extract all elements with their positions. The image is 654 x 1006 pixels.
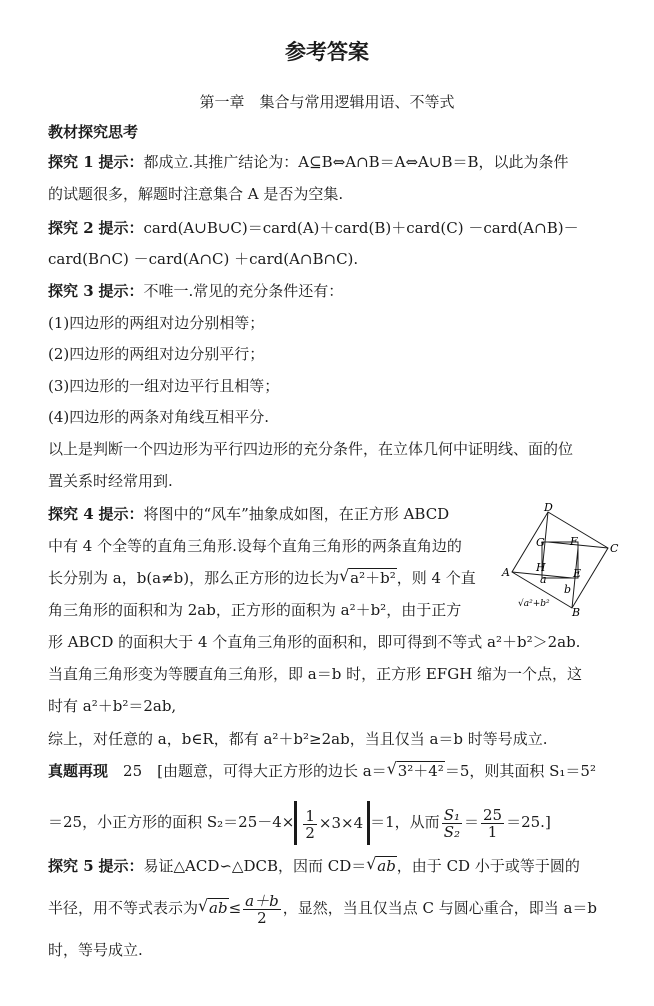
- tj2-hint: 提示：: [98, 219, 144, 237]
- tj3-intro: 不唯一.常见的充分条件还有：: [143, 282, 344, 300]
- tj3-item-2: (2)四边形的两组对边分别平行；: [48, 345, 265, 363]
- zhenti-text2mid: ×3×4: [318, 814, 364, 832]
- tj3-concl2: 置关系时经常用到.: [48, 472, 173, 490]
- zhenti-line1: [48, 761, 596, 781]
- tj5-radicand1: ab: [377, 857, 396, 875]
- tj5-text1a: 易证△ACD∽△DCB，因而 CD＝: [143, 857, 367, 875]
- tj1-text1: 都成立.其推广结论为：A⊆B⇔A∩B＝A⇔A∪B＝B，以此为条件: [143, 153, 569, 171]
- tj2-text1: card(A∪B∪C)＝card(A)＋card(B)＋card(C) －card(A∩B)－: [143, 219, 579, 237]
- label-c: C: [610, 542, 619, 555]
- tj4-text3a: 长分别为 a，b(a≠b)，那么正方形的边长为: [48, 569, 340, 587]
- frac-half-den: 2: [305, 823, 315, 842]
- tj5-le: ≤: [228, 899, 242, 917]
- tj1-hint: 提示：: [98, 153, 144, 171]
- tj5-sqrt1: √ ab: [366, 854, 396, 875]
- label-f: F: [570, 535, 578, 548]
- tj2-line2: card(B∩C) －card(A∩C) ＋card(A∩B∩C).: [48, 250, 359, 268]
- tj1-line2: 的试题很多，解题时注意集合 A 是否为空集.: [48, 185, 344, 203]
- tj4-text1: 将图中的“风车”抽象成如图，在正方形 ABCD: [143, 505, 450, 523]
- tj1-line1: [48, 152, 569, 172]
- label-a: A: [502, 566, 510, 579]
- tj3-label: 探究 3: [48, 282, 94, 300]
- zhenti-bracket: [294, 801, 370, 845]
- label-d: D: [544, 502, 553, 514]
- tj3-line1: [48, 281, 343, 301]
- tj5-line2: [48, 888, 597, 928]
- tj4-line7: 时有 a²＋b²＝2ab,: [48, 697, 177, 715]
- tj5-text2a: 半径，用不等式表示为: [48, 899, 199, 917]
- tj5-hint: 提示：: [98, 857, 144, 875]
- tj4-line4: 角三角形的面积和为 2ab，正方形的面积为 a²＋b²，由于正方: [48, 601, 462, 619]
- frac-half-num: 1: [305, 806, 315, 825]
- tj4-label: 探究 4: [48, 505, 94, 523]
- tj4-text3b: ，则 4 个直: [396, 569, 476, 587]
- tj5-sqrt2: √ ab: [198, 896, 228, 917]
- frac-amgm-den: 2: [257, 908, 267, 927]
- tj4-line2: 中有 4 个全等的直角三角形.设每个直角三角形的两条直角边的: [48, 537, 462, 555]
- section-heading: 教材探究思考: [48, 123, 139, 141]
- tj5-label: 探究 5: [48, 857, 94, 875]
- tj2-label: 探究 2: [48, 219, 94, 237]
- tj4-radicand: a²＋b²: [350, 569, 396, 587]
- tj5-line3: 时，等号成立.: [48, 941, 143, 959]
- tj4-hint: 提示：: [98, 505, 144, 523]
- tj4-line5: 形 ABCD 的面积大于 4 个直角三角形的面积和，即可得到不等式 a²＋b²＞2ab.: [48, 633, 581, 651]
- label-b-leg: b: [564, 583, 572, 596]
- tj5-text1b: ，由于 CD 小于或等于圆的: [396, 857, 580, 875]
- frac-s1s2-num: S₁: [443, 805, 460, 824]
- frac-25-den: 1: [487, 822, 498, 841]
- zhenti-text2a: ＝25，小正方形的面积 S₂＝25－4×: [48, 813, 295, 831]
- tj3-hint: 提示：: [98, 282, 144, 300]
- zhenti-text2c: ＝: [463, 813, 479, 831]
- zhenti-text1a: 25 [由题意，可得大正方形的边长 a＝: [123, 762, 387, 780]
- tj3-concl1: 以上是判断一个四边形为平行四边形的充分条件，在立体几何中证明线、面的位: [48, 440, 574, 458]
- frac-amgm-num: a＋b: [245, 891, 279, 910]
- tj2-line1: [48, 218, 579, 238]
- zhenti-text1b: ＝5，则其面积 S₁＝5²: [444, 762, 596, 780]
- tj3-item-3: (3)四边形的一组对边平行且相等；: [48, 377, 280, 395]
- label-a-leg: a: [540, 573, 547, 586]
- tj4-line8: 综上，对任意的 a，b∈R，都有 a²＋b²≥2ab，当且仅当 a＝b 时等号成立.: [48, 730, 548, 748]
- frac-25-num: 25: [483, 805, 503, 824]
- tj4-line1: [48, 504, 449, 524]
- tj3-item-1: (1)四边形的两组对边分别相等；: [48, 314, 265, 332]
- zhenti-line2: [48, 798, 551, 846]
- frac-amgm: [243, 893, 281, 926]
- page-title: 参考答案: [285, 40, 369, 64]
- sqrt-expression: √ a²＋b²: [339, 566, 396, 587]
- zhenti-label: 真题再现: [48, 762, 109, 780]
- label-side-radicand: a²+b²: [523, 599, 550, 609]
- tj4-line6: 当直角三角形变为等腰直角三角形，即 a＝b 时，正方形 EFGH 缩为一个点，这: [48, 665, 583, 683]
- frac-s1s2-den: S₂: [443, 822, 460, 841]
- label-b: B: [572, 606, 581, 617]
- frac-half: [303, 808, 317, 841]
- frac-s1s2: [442, 807, 462, 840]
- label-e: E: [573, 567, 582, 580]
- label-h: H: [536, 561, 546, 574]
- label-g: G: [536, 536, 545, 549]
- chapter-heading: 第一章 集合与常用逻辑用语、不等式: [199, 93, 455, 111]
- tj4-line3: [48, 568, 476, 588]
- zhenti-radicand: 3²＋4²: [397, 762, 444, 780]
- label-side: √a²+b²: [518, 599, 550, 609]
- square-abcd: [512, 512, 608, 608]
- tj5-line1: [48, 856, 580, 876]
- tj5-radicand2: ab: [209, 899, 228, 917]
- tj3-item-4: (4)四边形的两条对角线互相平分.: [48, 408, 270, 426]
- zhenti-text2b: ＝1，从而: [370, 813, 440, 831]
- pinwheel-figure: [500, 502, 630, 617]
- tj5-text2b: ，显然，当且仅当点 C 与圆心重合，即当 a＝b: [282, 899, 598, 917]
- tj1-label: 探究 1: [48, 153, 94, 171]
- zhenti-text2d: ＝25.]: [506, 813, 551, 831]
- zhenti-sqrt: √ 3²＋4²: [386, 759, 444, 780]
- frac-25: [481, 807, 504, 840]
